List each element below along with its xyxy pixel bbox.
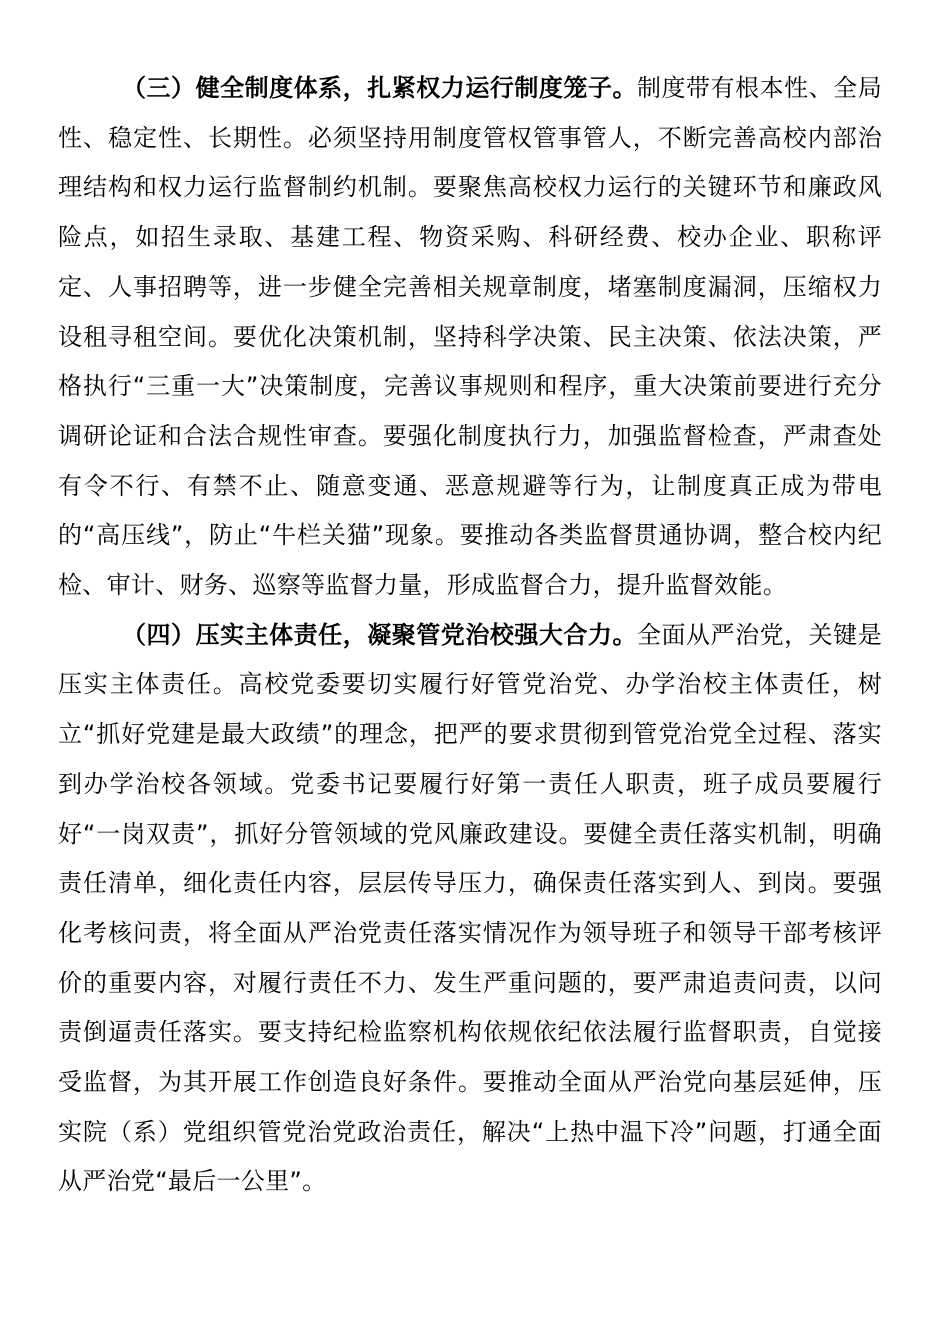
section-4-body: 全面从严治党，关键是压实主体责任。高校党委要切实履行好管党治党、办学治校主体责任，树立“抓好党建是最大政绩”的理念，把严的要求贯彻到管党治党全过程、落实到办学治校各领域。党委书记要履行好第一责任人职责，班子成员要履行好“一岗双责”，抓好分管领域的党风廉政建设。要健全责任落实机制，明确责任清单，细化责任内容，层层传导压力，确保责任落实到人、到岗。要强化考核问责，将全面从严治党责任落实情况作为领导班子和领导干部考核评价的重要内容，对履行责任不力、发生严重问题的，要严肃追责问责，以问责倒逼责任落实。要支持纪检监察机构依规依纪依法履行监督职责，自觉接受监督，为其开展工作创造良好条件。要推动全面从严治党向基层延伸，压实院（系）党组织管党治党政治责任，解决“上热中温下冷”问题，打通全面从严治党“最后一公里”。 [58,620,882,1196]
section-4-heading: （四）压实主体责任，凝聚管党治校强大合力。 [122,620,637,649]
paragraph-section-3 [58,64,882,611]
document-page [58,64,882,1207]
paragraph-section-4 [58,611,882,1207]
section-3-body: 制度带有根本性、全局性、稳定性、长期性。必须坚持用制度管权管事管人，不断完善高校内部治理结构和权力运行监督制约机制。要聚焦高校权力运行的关键环节和廉政风险点，如招生录取、基建工程、物资采购、科研经费、校办企业、职称评定、人事招聘等，进一步健全完善相关规章制度，堵塞制度漏洞，压缩权力设租寻租空间。要优化决策机制，坚持科学决策、民主决策、依法决策，严格执行“三重一大”决策制度，完善议事规则和程序，重大决策前要进行充分调研论证和合法合规性审查。要强化制度执行力，加强监督检查，严肃查处有令不行、有禁不止、随意变通、恶意规避等行为，让制度真正成为带电的“高压线”，防止“牛栏关猫”现象。要推动各类监督贯通协调，整合校内纪检、审计、财务、巡察等监督力量，形成监督合力，提升监督效能。 [58,74,882,600]
section-3-heading: （三）健全制度体系，扎紧权力运行制度笼子。 [122,74,637,102]
